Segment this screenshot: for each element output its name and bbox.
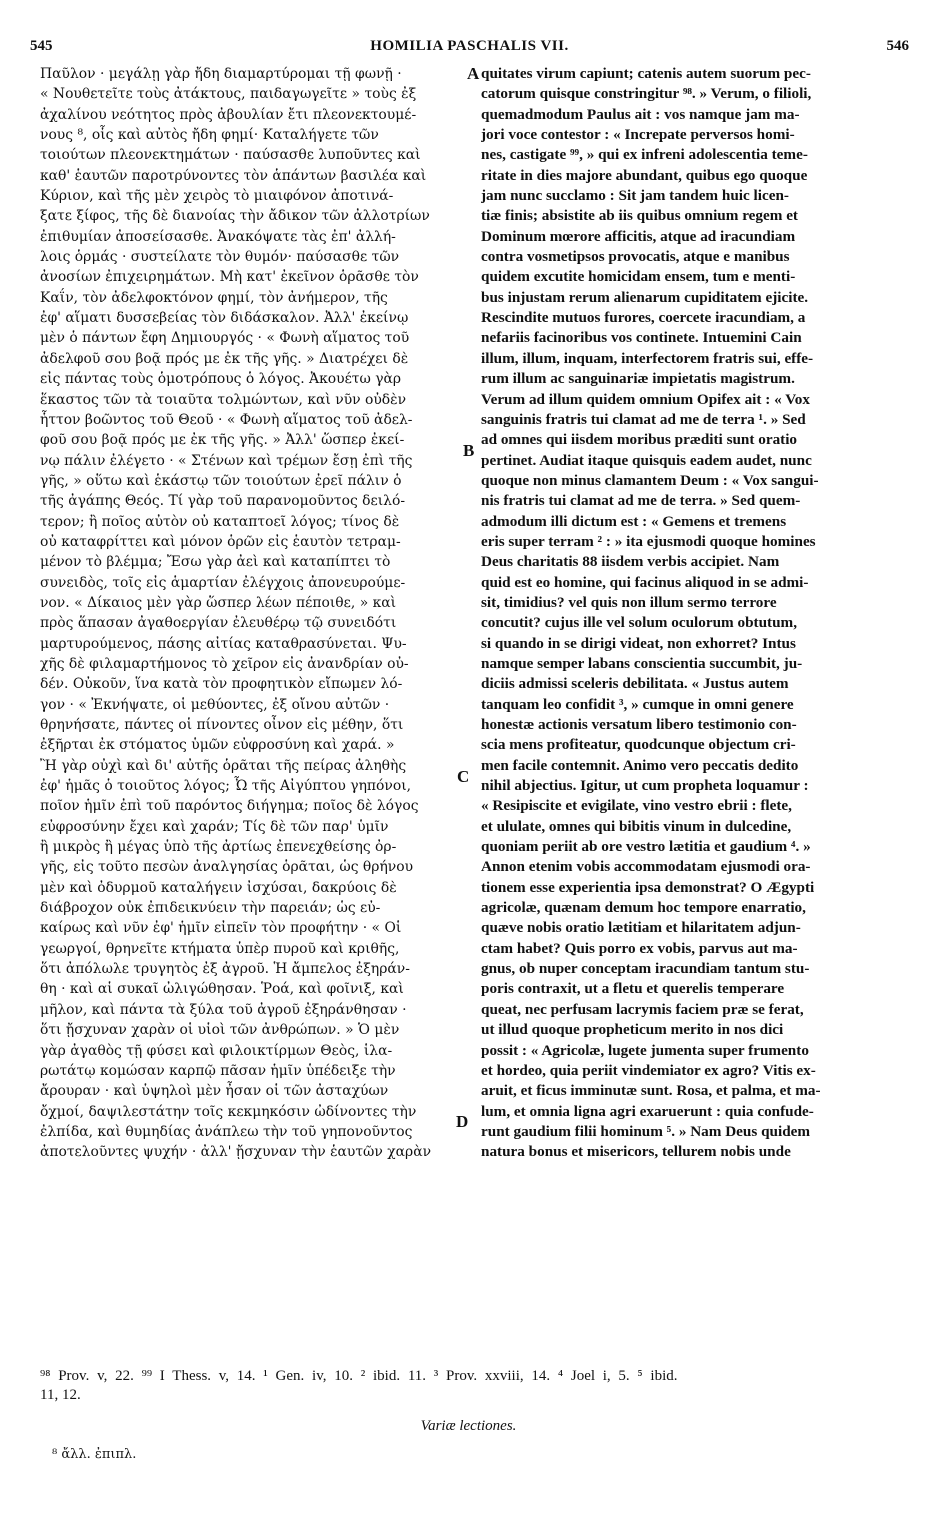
greek-text-line: ἐπιθυμίαν ἀποσείσασθε. Ἀνακόψατε τὰς ἐπ' ἀλλή-	[40, 228, 396, 245]
greek-text-line: ἧττον βοῶντος τοῦ Θεοῦ · « Φωνὴ αἵματος τοῦ ἀδελ-	[40, 411, 413, 428]
latin-text-line: queat, nec perfusam lacrymis faciem præ se ferat,	[481, 1000, 804, 1018]
latin-text-line: runt gaudium filii hominum ⁵. » Nam Deus quidem	[481, 1122, 811, 1140]
latin-text-line: nis fratris tui clamat ad me de terra. » Sed quem-	[481, 492, 801, 510]
greek-text-line: « Νουθετεῖτε τοὺς ἀτάκτους, παιδαγωγεῖτε » τοὺς ἐξ	[40, 86, 417, 103]
latin-text-line: concutit? cujus ille vel solum oculorum obtutum,	[481, 614, 797, 632]
latin-text-line: ad omnes qui iisdem moribus præditi sunt oratio	[481, 431, 798, 449]
latin-text-line: tionem esse experientia ipsa demonstrat? O Ægypti	[481, 878, 815, 896]
greek-text-line: μὲν καὶ ὀδυρμοῦ καταλήγειν ἰσχύσαι, δακρύοις δὲ	[40, 879, 397, 896]
latin-text-line: ritate in dies majore abundant, quibus ego quoque	[481, 166, 808, 184]
latin-text-line: sit, timidius? vel quis non illum sermo terrore	[481, 593, 777, 611]
latin-text-line: quemadmodum Paulus ait : vos namque jam ma-	[481, 105, 800, 123]
footnote-line-continued: 11, 12.	[40, 1387, 81, 1403]
page-number-right: 546	[886, 38, 909, 54]
latin-text-line: quoque non minus clamantem Deum : « Vox sangui-	[481, 471, 819, 489]
latin-text-line: aruit, et ficus imminutæ sunt. Rosa, et palma, et ma-	[481, 1082, 821, 1100]
latin-column	[481, 64, 903, 1163]
greek-text-line: ἄρουραν · καὶ ὑψηλοὶ μὲν ἦσαν οἱ τῶν ἀσταχύων	[40, 1083, 389, 1100]
latin-text-line: et ululate, omnes qui bibitis vinum in dulcedine,	[481, 817, 792, 835]
latin-text-line: eris super terram ² : » ita ejusmodi quoque homines	[481, 532, 816, 550]
variae-lectiones-heading: Variæ lectiones.	[420, 1418, 517, 1434]
latin-text-line: quitates virum capiunt; catenis autem suorum pec-	[481, 65, 811, 82]
greek-text-line: γεωργοί, θρηνεῖτε κτήματα ὑπὲρ πυροῦ καὶ κριθῆς,	[40, 940, 400, 957]
greek-text-line: ἢ μικρὸς ἢ μέγας ὑπὸ τῆς ἀρτίως ἐπενεχθείσης ὀρ-	[40, 839, 397, 856]
latin-text-line: jam nunc succlamo : Sit jam tandem huic licen-	[481, 187, 789, 205]
greek-text-line: γῆς, » οὕτω καὶ ἑκάστῳ τῶν τοιούτων ἐρεῖ πάλιν ὁ	[40, 472, 402, 489]
greek-text-line: καθ' ἑαυτῶν παροτρύνοντες τὸν ἁπάντων βασιλέα καὶ	[40, 167, 427, 184]
greek-text-line: νους ⁸, οἷς καὶ αὐτὸς ἤδη φημί· Καταλήγετε τῶν	[40, 127, 379, 144]
greek-text-line: καίρως καὶ νῦν ἐφ' ἡμῖν εἰπεῖν τὸν προφήτην · « Οἱ	[40, 920, 402, 937]
greek-text-line: ὅτι ἀπόλωλε τρυγητὸς ἐξ ἀγροῦ. Ἡ ἄμπελος ἐξηράν-	[40, 961, 410, 978]
latin-text-line: « Resipiscite et evigilate, vino vestro ebrii : flete,	[481, 797, 792, 815]
section-marker-c: C	[457, 767, 470, 786]
latin-text-line: ctam habet? Quis porro ex vobis, parvus aut ma-	[481, 939, 798, 957]
greek-text-line: ὄχμοί, δαψιλεστάτην τοῖς κεκμηκόσιν ὠδίνοντες τὴν	[40, 1103, 417, 1120]
latin-text-line: namque semper labans conscientia succumbit, ju-	[481, 654, 803, 672]
greek-text-line: ὅτι ᾔσχυναν χαρὰν οἱ υἱοὶ τῶν ἀνθρώπων. » Ὁ μὲν	[40, 1022, 400, 1039]
latin-text-line: quoniam periit ab ore vestro lætitia et gaudium ⁴. »	[481, 838, 811, 856]
greek-text-line: εὐφροσύνην ἔχει καὶ χαράν; Τίς δὲ τῶν παρ' ὑμῖν	[40, 818, 389, 835]
latin-text-line: pertinet. Audiat itaque quisquis eadem audet, nunc	[481, 451, 812, 469]
latin-text-line: contra vosmetipsos provocatis, atque e manibus	[481, 248, 790, 266]
latin-text-line: Rescindite mutuos furores, coercete iracundiam, a	[481, 309, 806, 327]
running-title: HOMILIA PASCHALIS VII.	[370, 38, 569, 54]
greek-text-line: νῳ πάλιν ἐλέγετο · « Στένων καὶ τρέμων ἔσῃ ἐπὶ τῆς	[40, 452, 413, 469]
section-marker-b: B	[463, 441, 475, 460]
greek-text-line: μὲν ὁ πάντων ἔφη Δημιουργός · « Φωνὴ αἵματος τοῦ	[40, 330, 410, 347]
latin-text-line: Dominum mœrore afficitis, atque ad iracundiam	[481, 227, 796, 245]
greek-text-line: ἕκαστος τῶν τὰ τοιαῦτα τολμώντων, καὶ νῦν οὐδὲν	[40, 391, 407, 408]
page-number-left: 545	[30, 38, 53, 54]
latin-text-line: catorum quisque constringitur ⁹⁸. » Verum, o filioli,	[481, 85, 812, 103]
greek-text-line: πρὸς ἅπασαν ἀγαθοεργίαν ἐλευθέρῳ τῷ συνειδότι	[40, 615, 397, 632]
greek-text-line: ἐλπίδα, καὶ θυμηδίας ἀνάπλεω τὴν τοῦ γηπονοῦντος	[40, 1123, 413, 1140]
latin-text-line: possit : « Agricolæ, lugete jumenta super frumento	[481, 1041, 809, 1059]
greek-text-line: ρωτάτῳ κομώσαν καρπῷ πᾶσαν ἡμῖν ὑπέδειξε τὴν	[40, 1062, 396, 1079]
latin-text-line: bus injustam rerum alienarum cupiditatem ejicite.	[481, 288, 809, 306]
greek-text-line: Κύριον, καὶ τῆς μὲν χειρὸς τὸ μιαιφόνον ἀποτινά-	[40, 188, 394, 205]
greek-text-line: φοῦ σου βοᾷ πρός με ἐκ τῆς γῆς. » Ἀλλ' ὥσπερ ἐκεί-	[40, 432, 405, 449]
greek-text-line: ἀνοσίων ἐπιχειρημάτων. Μὴ κατ' ἐκεῖνον ὁρᾶσθε τὸν	[40, 269, 419, 286]
latin-text-line: scia mens profiteatur, quodcunque objectum cri-	[481, 736, 796, 754]
latin-text-line: men facile contemnit. Animo vero peccatis dedito	[481, 756, 799, 774]
greek-text-line: νον. « Δίκαιος μὲν γὰρ ὥσπερ λέων πέποιθε, » καὶ	[40, 594, 397, 611]
greek-text-line: λοις ὁρμάς · συστείλατε τὸν θυμόν· παύσασθε τῶν	[40, 249, 400, 266]
greek-column	[40, 64, 464, 1163]
latin-text-line: nihil abjectius. Igitur, ut cum propheta loquamur :	[481, 777, 809, 795]
latin-text-line: ut illud quoque propheticum merito in nos dici	[481, 1021, 784, 1039]
greek-text-line: μένον τὸ βλέμμα; Ἔσω γὰρ ἀεὶ καὶ καταπίπτει τὸ	[40, 554, 391, 571]
latin-text-line: jori voce contestor : « Increpate perversos homi-	[481, 126, 795, 144]
greek-text-line: Καΐν, τὸν ἀδελφοκτόνον φημί, τὸν ἀνήμερον, τῆς	[40, 289, 388, 306]
latin-text-line: illum, illum, inquam, interfectorem fratris sui, effe-	[481, 349, 814, 367]
greek-text-line: ἀχαλίνου νεότητος πρὸς ἀβουλίαν ἔτι πλεονεκτουμέ-	[40, 106, 417, 123]
latin-text-line: Deus charitatis 88 iisdem verbis accipiet. Nam	[481, 553, 780, 571]
greek-text-line: τερον; ἢ ποῖος αὐτὸν οὐ καταπτοεῖ λόγος; τίνος δὲ	[40, 513, 400, 530]
latin-text-line: nes, castigate ⁹⁹, » qui ex infreni adolescentia teme-	[481, 146, 808, 164]
greek-text-line: τῆς ἀγάπης Θεός. Τί γὰρ τοῦ παρανομοῦντος δειλό-	[40, 493, 406, 510]
greek-text-line: ἀδελφοῦ σου βοᾷ πρός με ἐκ τῆς γῆς. » Διατρέχει δὲ	[40, 350, 409, 367]
section-marker-d: D	[456, 1112, 469, 1131]
greek-text-line: ἐξῆρται ἐκ στόματος ὑμῶν εὐφροσύνη καὶ χαρά. »	[40, 737, 395, 754]
greek-text-line: θρηνήσατε, πάντες οἱ πίνοντες οἶνον εἰς μέθην, ὅτι	[40, 717, 404, 733]
latin-text-line: Annon etenim vobis accommodatam ejusmodi ora-	[481, 858, 811, 876]
latin-text-line: quidem excutite homicidam ensem, tum e menti-	[481, 268, 796, 286]
running-header	[30, 38, 909, 60]
latin-text-line: quid est eo homine, qui facinus aliquod in se admi-	[481, 573, 809, 591]
latin-text-line: diciis admissi sceleris debilitata. « Justus autem	[481, 675, 789, 693]
latin-text-line: gnus, ob nuper conceptam iracundiam tantum stu-	[481, 960, 810, 978]
latin-text-line: natura bonus et misericors, tellurem nobis unde	[481, 1143, 791, 1161]
greek-text-line: γον · « Ἐκνήψατε, οἱ μεθύοντες, ἐξ οἴνου αὐτῶν ·	[40, 696, 390, 713]
latin-text-line: poris contraxit, ut a fletu et querelis temperare	[481, 980, 785, 998]
latin-text-line: si quando in se dirigi videat, non exhorret? Intus	[481, 634, 796, 652]
greek-text-line: θη · καὶ αἱ συκαῖ ὠλιγώθησαν. Ῥοά, καὶ φοῖνιξ, καὶ	[40, 981, 404, 998]
greek-text-line: Ἢ γὰρ οὐχὶ καὶ δι' αὐτῆς ὁρᾶται τῆς πείρας ἀληθὴς	[40, 757, 407, 774]
greek-text-line: διάβροχον οὐκ ἐπιδεικνύειν τὴν παρειάν; ὡς εὐ-	[40, 900, 381, 917]
greek-text-line: χῆς δὲ φιλαμαρτήμονος τὸ χεῖρον εἰς ἀνανδρίαν οὐ-	[40, 655, 409, 672]
latin-text-line: honestæ actionis versatum libero testimonio con-	[481, 716, 797, 733]
latin-text-line: nefariis facinoribus vos continete. Intuemini Cain	[481, 329, 802, 347]
latin-text-line: sanguinis fratris tui clamat ad me de terra ¹. » Sed	[481, 410, 806, 428]
greek-text-line: δέν. Οὐκοῦν, ἵνα κατὰ τὸν προφητικὸν εἴπωμεν λό-	[40, 676, 403, 693]
greek-text-line: ἀποτελοῦντες ψυχήν · ἀλλ' ᾔσχυναν τὴν ἑαυτῶν χαρὰν	[40, 1144, 432, 1161]
latin-text-line: agricolæ, quænam demum hoc tempore enarratio,	[481, 899, 806, 917]
latin-text-line: et hordeo, quia periit vindemiator ex agro? Vitis ex-	[481, 1061, 816, 1079]
variant-reading: ⁸ ἄλλ. ἐπιπλ.	[52, 1447, 137, 1462]
latin-text-line: admodum illi dictum est : « Gemens et tremens	[481, 512, 787, 530]
greek-text-line: ποῖον ἡμῖν ἐπὶ τοῦ παρόντος διήγημα; ποῖος δὲ λόγος	[40, 798, 419, 815]
latin-text-line: Verum ad illum quidem omnium Opifex ait : « Vox	[481, 390, 810, 408]
greek-text-line: μαρτυρούμενος, πάσης αἰτίας καταθρασύνεται. Ψυ-	[40, 635, 407, 652]
latin-text-line: rum illum ac sanguinariæ impietatis magistrum.	[481, 370, 795, 388]
greek-text-line: μῆλον, καὶ πάντα τὰ ξύλα τοῦ ἀγροῦ ἐξηράνθησαν ·	[40, 1001, 407, 1018]
greek-text-line: οὐ καταφρίττει καὶ μόνον ὁρῶν εἰς ἑαυτὸν τετραμ-	[40, 533, 401, 550]
greek-text-line: τοιούτων πλεονεκτημάτων · παύσασθε λυποῦντες καὶ	[40, 147, 421, 164]
greek-text-line: γὰρ ἀγαθὸς τῇ φύσει καὶ φιλοικτίρμων Θεὸς, ἱλα-	[40, 1042, 393, 1059]
footnote-line: ⁹⁸ Prov. v, 22. ⁹⁹ I Thess. v, 14. ¹ Gen. iv, 10. ² ibid. 11. ³ Prov. xxviii, 14. ⁴ Joel i, 5. ⁵ ibid.	[40, 1368, 678, 1384]
greek-text-line: συνειδὸς, τοῖς εἰς ἁμαρτίαν ἐλέγχοις ἀπονευρούμε-	[40, 574, 406, 591]
greek-text-line: ἐφ' ἡμᾶς ὁ τοιοῦτος λόγος; Ὦ τῆς Αἰγύπτου γηπόνοι,	[40, 778, 412, 795]
greek-text-line: γῆς, εἰς τοῦτο πεσὼν ἀναλγησίας ὁρᾶται, ὡς θρήνου	[40, 859, 414, 876]
latin-text-line: lum, et omnia ligna agri exaruerunt : quia confude-	[481, 1102, 814, 1120]
latin-text-line: tiæ finis; absistite ab iis quibus omnium regem et	[481, 207, 798, 225]
latin-text-line: quæve nobis oratio lætitiam et hilaritatem adjun-	[481, 919, 801, 937]
latin-text-line: tanquam leo confidit ³, » cumque in omni genere	[481, 695, 794, 713]
greek-text-line: ξατε ξίφος, τῆς δὲ διανοίας τὴν ἄδικον τῶν ἀλλοτρίων	[40, 208, 430, 225]
greek-text-line: εἰς πάντας τοὺς ὁμοτρόπους ὁ λόγος. Ἀκουέτω γὰρ	[40, 371, 402, 388]
section-marker-a: A	[467, 64, 480, 83]
greek-text-line: ἐφ' αἵματι δυσσεβείας τὸν διδάσκαλον. Ἀλλ' ἐκείνῳ	[40, 310, 409, 327]
greek-text-line: Παῦλον · μεγάλῃ γὰρ ἤδη διαμαρτύρομαι τῇ φωνῇ ·	[40, 66, 402, 82]
